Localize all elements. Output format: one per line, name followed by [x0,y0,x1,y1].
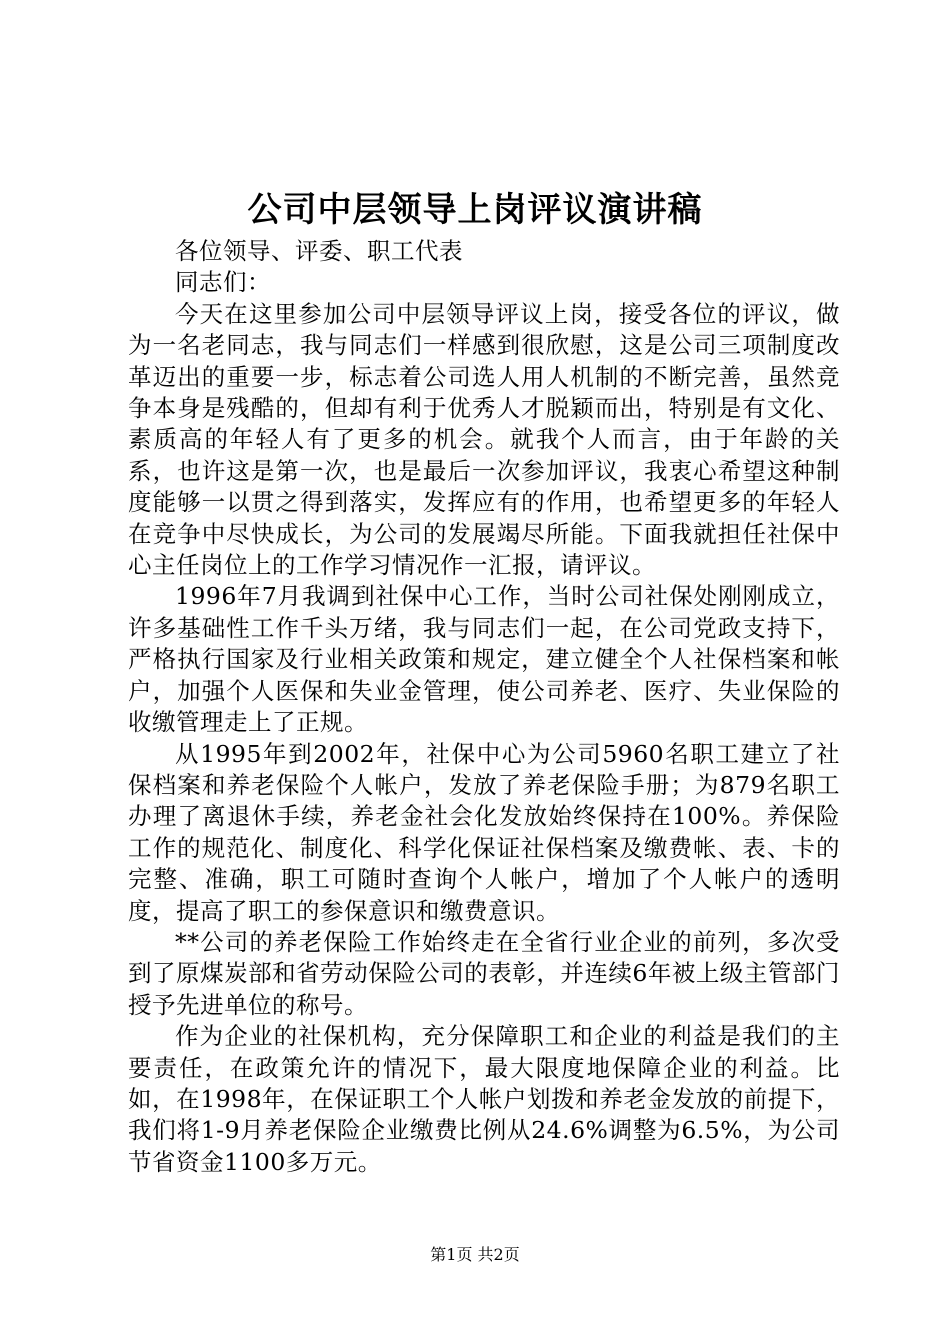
document-body [128,236,840,1178]
body-paragraph: 作为企业的社保机构，充分保障职工和企业的利益是我们的主要责任，在政策允许的情况下，最大限度地保障企业的利益。比如，在1998年，在保证职工个人帐户划拨和养老金发放的前提下，我们将1-9月养老保险企业缴费比例从24.6%调整为6.5%，为公司节省资金1100多万元。 [128,1022,840,1176]
body-paragraph: 今天在这里参加公司中层领导评议上岗，接受各位的评议，做为一名老同志，我与同志们一样感到很欣慰，这是公司三项制度改革迈出的重要一步，标志着公司选人用人机制的不断完善，虽然竞争本身是残酷的，但却有利于优秀人才脱颖而出，特别是有文化、素质高的年轻人有了更多的机会。就我个人而言，由于年龄的关系，也许这是第一次，也是最后一次参加评议，我衷心希望这种制度能够一以贯之得到落实，发挥应有的作用，也希望更多的年轻人在竞争中尽快成长，为公司的发展竭尽所能。下面我就担任社保中心主任岗位上的工作学习情况作一汇报，请评议。 [128,299,840,580]
document-title: 公司中层领导上岗评议演讲稿 [247,190,703,230]
body-paragraph: 从1995年到2002年，社保中心为公司5960名职工建立了社保档案和养老保险个人帐户，发放了养老保险手册；为879名职工办理了离退休手续，养老金社会化发放始终保持在100%。养保险工作的规范化、制度化、科学化保证社保档案及缴费帐、表、卡的完整、准确，职工可随时查询个人帐户，增加了个人帐户的透明度，提高了职工的参保意识和缴费意识。 [128,739,840,925]
body-paragraph: 1996年7月我调到社保中心工作，当时公司社保处刚刚成立，许多基础性工作千头万绪，我与同志们一起，在公司党政支持下，严格执行国家及行业相关政策和规定，建立健全个人社保档案和帐户，加强个人医保和失业金管理，使公司养老、医疗、失业保险的收缴管理走上了正规。 [128,582,840,737]
page-number-footer: 第1页 共2页 [430,1245,520,1264]
body-paragraph: **公司的养老保险工作始终走在全省行业企业的前列，多次受到了原煤炭部和省劳动保险公司的表彰，并连续6年被上级主管部门授予先进单位的称号。 [128,927,840,1019]
salutation-comrades: 同志们： [175,268,271,297]
salutation-line: 各位领导、评委、职工代表 [175,237,463,265]
